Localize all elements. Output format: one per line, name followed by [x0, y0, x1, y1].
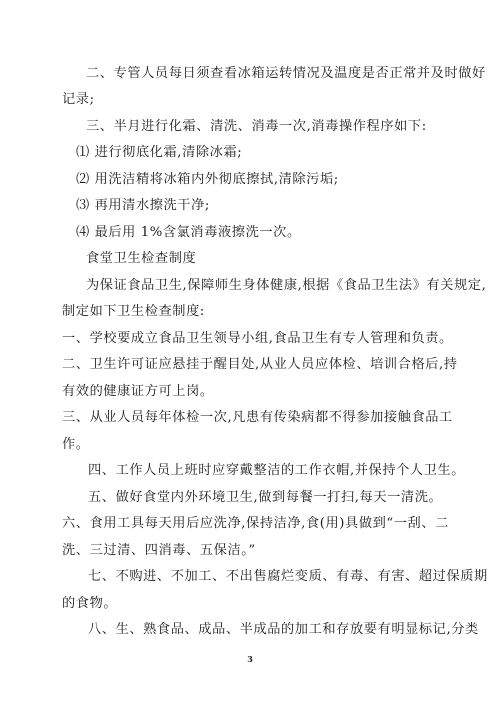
text-line-22: 八、生、熟食品、成品、半成品的加工和存放要有明显标记,分类 [88, 622, 479, 637]
text-line-12: 二、卫生许可证应悬挂于醒目处,从业人员应体检、培训合格后,持 [62, 357, 458, 372]
page-number: 3 [247, 654, 253, 664]
text-line-19: 洗、三过清、四消毒、五保洁。” [62, 543, 256, 558]
text-line-18: 六、食用工具每天用后应洗净,保持洁净,食(用)具做到“一刮、二 [62, 516, 449, 531]
text-line-6: ⑶ 再用清水擦洗干净; [76, 198, 210, 213]
text-line-2: 记录; [62, 92, 95, 107]
text-line-7: ⑷ 最后用 1%含氯消毒液擦洗一次。 [76, 225, 301, 240]
text-line-11: 一、学校要成立食品卫生领导小组,食品卫生有专人管理和负责。 [62, 331, 453, 346]
text-line-13: 有效的健康证方可上岗。 [62, 384, 214, 399]
text-line-4: ⑴ 进行彻底化霜,清除冰霜; [76, 145, 243, 160]
text-line-17: 五、做好食堂内外环境卫生,做到每餐一打扫,每天一清洗。 [88, 490, 443, 505]
text-line-16: 四、工作人员上班时应穿戴整洁的工作衣帽,并保持个人卫生。 [88, 463, 466, 478]
text-line-15: 作。 [62, 437, 90, 452]
text-line-20: 七、不购进、不加工、不出售腐烂变质、有毒、有害、超过保质期 [88, 569, 488, 584]
section-heading: 食堂卫生检查制度 [86, 251, 197, 266]
text-line-5: ⑵ 用洗洁精将冰箱内外彻底擦拭,清除污垢; [76, 172, 339, 187]
text-line-10: 制定如下卫生检查制度: [62, 304, 205, 319]
text-line-21: 的食物。 [62, 596, 118, 611]
text-line-1: 二、专管人员每日须查看冰箱运转情况及温度是否正常并及时做好 [86, 66, 486, 81]
text-line-3: 三、半月进行化霜、清洗、消毒一次,消毒操作程序如下: [86, 119, 427, 134]
text-line-9: 为保证食品卫生,保障师生身体健康,根据《食品卫生法》有关规定, [86, 278, 487, 293]
text-line-14: 三、从业人员每年体检一次,凡患有传染病都不得参加接触食品工 [62, 410, 453, 425]
